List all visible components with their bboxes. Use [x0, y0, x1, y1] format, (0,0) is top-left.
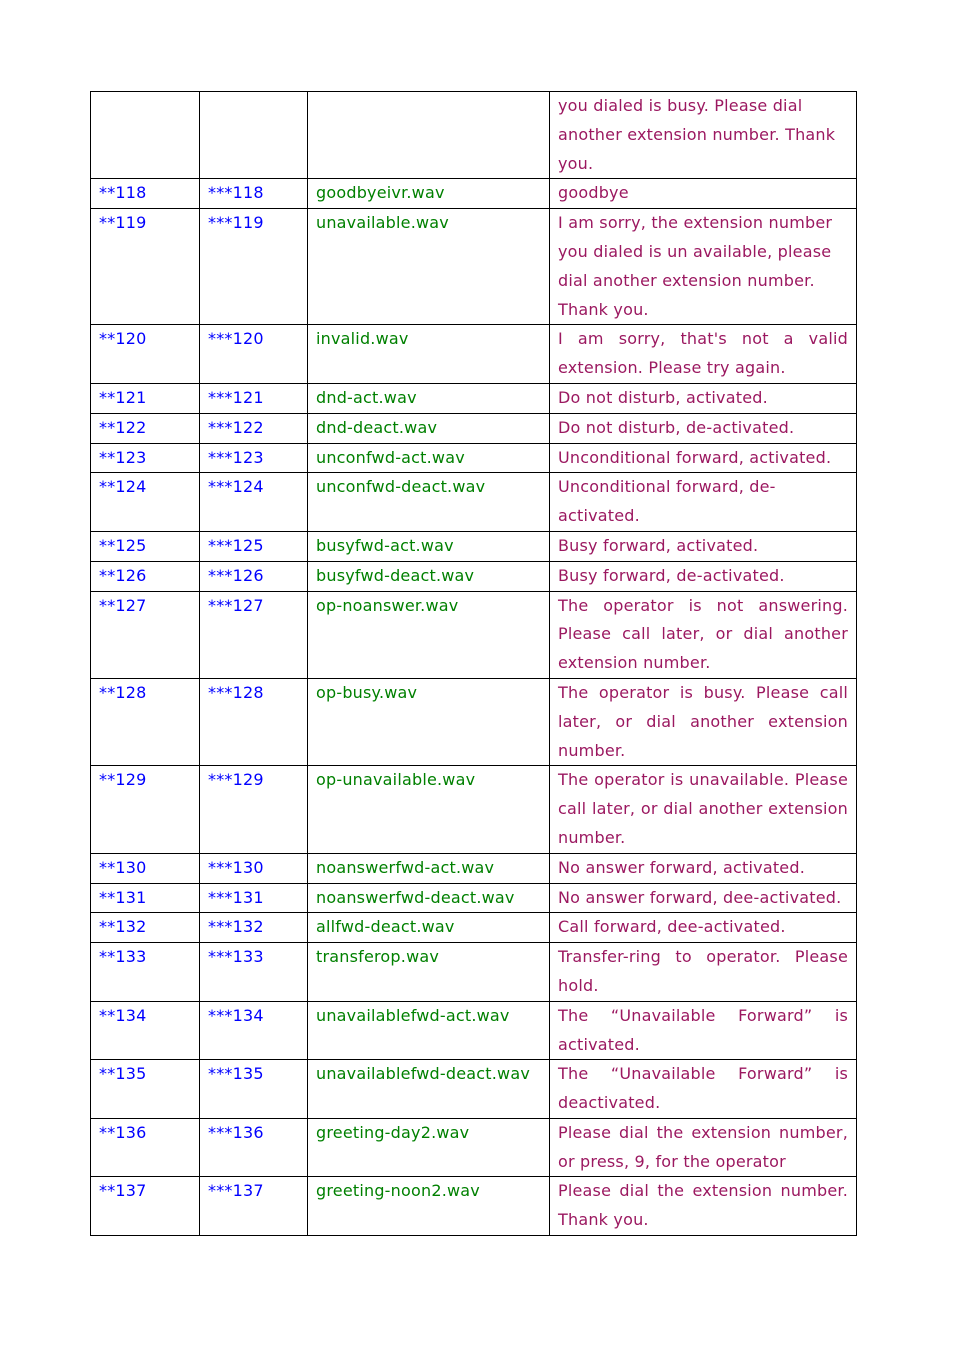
feature-code-cell: **132: [91, 913, 200, 943]
record-code-cell: ***122: [200, 413, 308, 443]
wav-file-cell: unconfwd-act.wav: [308, 443, 550, 473]
table-row: [91, 1177, 857, 1236]
record-code-cell: ***127: [200, 591, 308, 678]
wav-file-cell: busyfwd-act.wav: [308, 531, 550, 561]
table-row: [91, 883, 857, 913]
prompt-text-cell: Transfer-ring to operator. Please hold.: [550, 943, 857, 1002]
record-code-cell: ***125: [200, 531, 308, 561]
prompt-text-cell: Unconditional forward, activated.: [550, 443, 857, 473]
wav-file-cell: op-busy.wav: [308, 678, 550, 765]
feature-code-cell: **134: [91, 1001, 200, 1060]
prompt-text-cell: Busy forward, de-activated.: [550, 561, 857, 591]
table-row: [91, 531, 857, 561]
wav-file-cell: transferop.wav: [308, 943, 550, 1002]
table-row: [91, 1001, 857, 1060]
prompt-text-cell: The operator is not answering. Please call later, or dial another extension number.: [550, 591, 857, 678]
prompt-text-cell: No answer forward, activated.: [550, 853, 857, 883]
feature-code-cell: **129: [91, 766, 200, 853]
prompt-text-cell: you dialed is busy. Please dial another extension number. Thank you.: [550, 92, 857, 179]
feature-code-cell: **127: [91, 591, 200, 678]
record-code-cell: ***137: [200, 1177, 308, 1236]
record-code-cell: ***132: [200, 913, 308, 943]
record-code-cell: ***133: [200, 943, 308, 1002]
wav-file-cell: greeting-day2.wav: [308, 1118, 550, 1177]
record-code-cell: ***134: [200, 1001, 308, 1060]
feature-code-cell: [91, 92, 200, 179]
wav-file-cell: allfwd-deact.wav: [308, 913, 550, 943]
table-row: [91, 473, 857, 532]
prompt-text-cell: Do not disturb, de-activated.: [550, 413, 857, 443]
table-row: [91, 383, 857, 413]
table-row: [91, 443, 857, 473]
table-row: [91, 92, 857, 179]
wav-file-cell: unconfwd-deact.wav: [308, 473, 550, 532]
prompt-text-cell: Please dial the extension number. Thank you.: [550, 1177, 857, 1236]
prompt-text-cell: I am sorry, that's not a valid extension. Please try again.: [550, 325, 857, 384]
feature-code-cell: **120: [91, 325, 200, 384]
record-code-cell: ***136: [200, 1118, 308, 1177]
wav-file-cell: unavailablefwd-act.wav: [308, 1001, 550, 1060]
record-code-cell: [200, 92, 308, 179]
feature-code-cell: **131: [91, 883, 200, 913]
table-row: [91, 1060, 857, 1119]
prompt-text-cell: Call forward, dee-activated.: [550, 913, 857, 943]
record-code-cell: ***128: [200, 678, 308, 765]
prompt-text-cell: Please dial the extension number, or press, 9, for the operator: [550, 1118, 857, 1177]
table-row: [91, 943, 857, 1002]
wav-file-cell: goodbyeivr.wav: [308, 179, 550, 209]
feature-code-cell: **135: [91, 1060, 200, 1119]
wav-file-cell: op-noanswer.wav: [308, 591, 550, 678]
feature-code-cell: **137: [91, 1177, 200, 1236]
record-code-cell: ***124: [200, 473, 308, 532]
record-code-cell: ***123: [200, 443, 308, 473]
table-body: [91, 92, 857, 1236]
prompt-text-cell: The “Unavailable Forward” is activated.: [550, 1001, 857, 1060]
prompt-text-cell: No answer forward, dee-activated.: [550, 883, 857, 913]
feature-code-cell: **130: [91, 853, 200, 883]
wav-file-cell: busyfwd-deact.wav: [308, 561, 550, 591]
wav-file-cell: noanswerfwd-deact.wav: [308, 883, 550, 913]
record-code-cell: ***119: [200, 209, 308, 325]
wav-file-cell: dnd-deact.wav: [308, 413, 550, 443]
prompt-text-cell: goodbye: [550, 179, 857, 209]
feature-code-cell: **122: [91, 413, 200, 443]
feature-code-cell: **125: [91, 531, 200, 561]
table-row: [91, 678, 857, 765]
feature-code-cell: **118: [91, 179, 200, 209]
table-row: [91, 209, 857, 325]
wav-file-cell: [308, 92, 550, 179]
wav-file-cell: unavailablefwd-deact.wav: [308, 1060, 550, 1119]
table-row: [91, 853, 857, 883]
record-code-cell: ***129: [200, 766, 308, 853]
record-code-cell: ***131: [200, 883, 308, 913]
prompt-text-cell: The operator is busy. Please call later, or dial another extension number.: [550, 678, 857, 765]
record-code-cell: ***126: [200, 561, 308, 591]
table-row: [91, 591, 857, 678]
prompt-text-cell: Unconditional forward, de-activated.: [550, 473, 857, 532]
table-row: [91, 325, 857, 384]
prompt-text-cell: The operator is unavailable. Please call later, or dial another extension number.: [550, 766, 857, 853]
record-code-cell: ***130: [200, 853, 308, 883]
prompt-text-cell: The “Unavailable Forward” is deactivated.: [550, 1060, 857, 1119]
table-row: [91, 561, 857, 591]
record-code-cell: ***135: [200, 1060, 308, 1119]
wav-file-cell: invalid.wav: [308, 325, 550, 384]
table-row: [91, 179, 857, 209]
feature-code-cell: **123: [91, 443, 200, 473]
feature-code-cell: **121: [91, 383, 200, 413]
feature-code-cell: **126: [91, 561, 200, 591]
table-row: [91, 413, 857, 443]
wav-file-cell: greeting-noon2.wav: [308, 1177, 550, 1236]
table-row: [91, 1118, 857, 1177]
feature-code-cell: **119: [91, 209, 200, 325]
wav-file-cell: unavailable.wav: [308, 209, 550, 325]
record-code-cell: ***121: [200, 383, 308, 413]
feature-code-cell: **133: [91, 943, 200, 1002]
prompt-text-cell: Do not disturb, activated.: [550, 383, 857, 413]
wav-file-cell: op-unavailable.wav: [308, 766, 550, 853]
feature-code-cell: **128: [91, 678, 200, 765]
record-code-cell: ***118: [200, 179, 308, 209]
wav-file-cell: dnd-act.wav: [308, 383, 550, 413]
table-row: [91, 913, 857, 943]
feature-code-cell: **124: [91, 473, 200, 532]
feature-code-cell: **136: [91, 1118, 200, 1177]
wav-file-cell: noanswerfwd-act.wav: [308, 853, 550, 883]
voice-prompt-table: [90, 91, 857, 1236]
table-row: [91, 766, 857, 853]
prompt-text-cell: Busy forward, activated.: [550, 531, 857, 561]
record-code-cell: ***120: [200, 325, 308, 384]
prompt-text-cell: I am sorry, the extension number you dialed is un available, please dial another extension number. Thank you.: [550, 209, 857, 325]
